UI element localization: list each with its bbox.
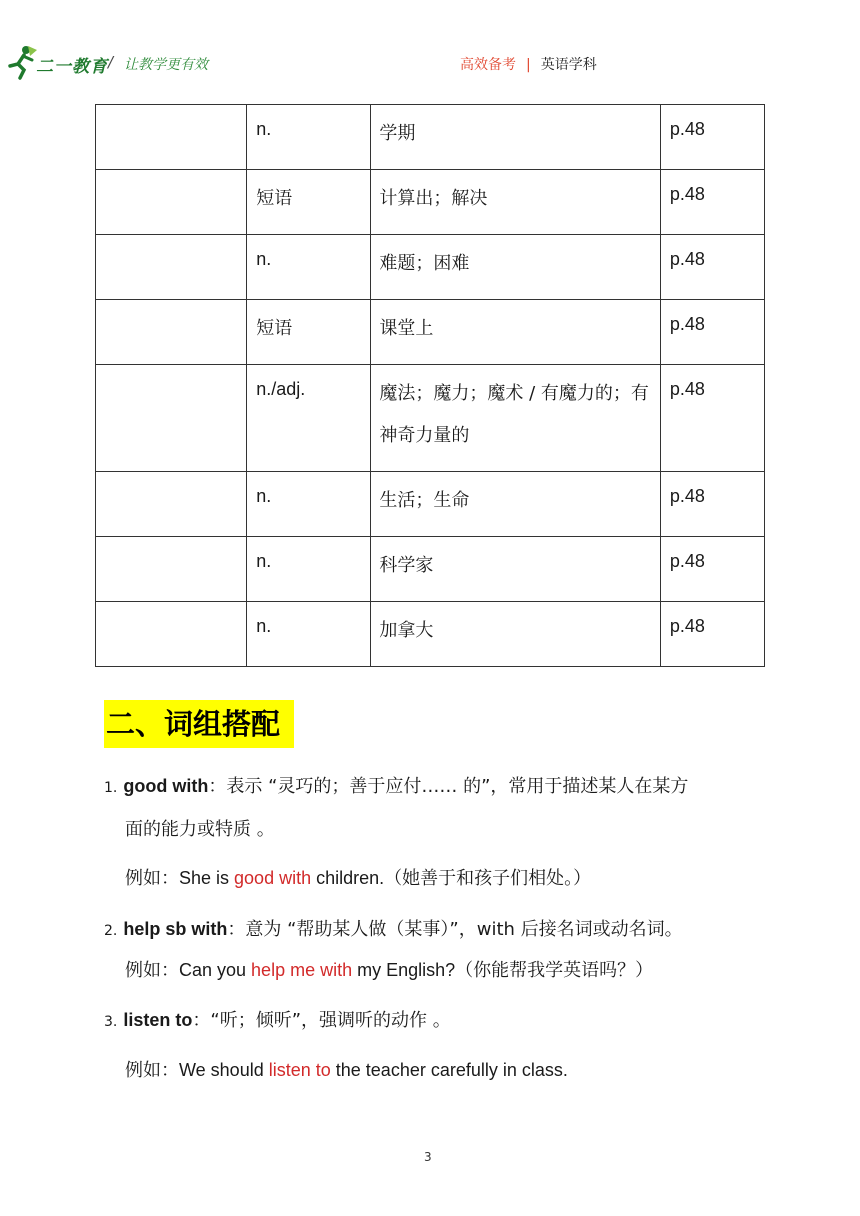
page-cell: p.48 [660,170,764,235]
word-cell[interactable] [96,170,247,235]
table-row [96,365,765,472]
example-text-after: my English?（你能帮我学英语吗？） [352,960,654,980]
phrase-keyword: listen to [123,1010,193,1030]
word-cell[interactable] [96,472,247,537]
runner-logo-icon [4,44,38,80]
item-number: 3. [104,1014,118,1030]
word-cell[interactable] [96,602,247,667]
pos-cell: n. [247,105,371,170]
page-header [0,0,860,90]
section-title: 二、词组搭配 [104,700,294,748]
example-highlight: listen to [268,1060,331,1080]
item-number: 1. [104,780,118,796]
word-cell[interactable] [96,537,247,602]
pos-cell: n. [247,472,371,537]
example-text-after: children.（她善于和孩子们相处。） [311,868,592,888]
meaning-cell: 魔法；魔力；魔术 / 有魔力的；有神奇力量的 [371,365,660,472]
page-cell: p.48 [660,365,764,472]
vocabulary-table [95,104,765,667]
meaning-cell: 课堂上 [371,300,660,365]
example-prefix: 例如： [125,1060,179,1081]
phrase-item-1 [104,774,688,800]
phrase-keyword: good with [123,776,209,796]
phrase-description-cont: 面的能力或特质 。 [125,819,275,840]
example-text-before: Can you [179,960,252,980]
word-cell[interactable] [96,235,247,300]
header-exam-label: 高效备考 [460,57,516,73]
word-cell[interactable] [96,300,247,365]
page-cell: p.48 [660,235,764,300]
header-subject-label: 英语学科 [540,57,597,73]
page-cell: p.48 [660,105,764,170]
pos-cell: n./adj. [247,365,371,472]
phrase-keyword: help sb with [123,919,228,939]
example-text-before: She is [179,868,235,888]
example-sentence-2 [125,958,653,983]
pos-cell: 短语 [247,170,371,235]
example-sentence-1 [125,866,591,891]
phrase-item-3 [104,1008,451,1034]
meaning-cell: 生活；生命 [371,472,660,537]
page-cell: p.48 [660,472,764,537]
header-divider-slash: / [108,53,114,71]
brand-slogan: 让教学更有效 [124,57,208,73]
phrase-description: ：意为 “帮助某人做（某事）”，with 后接名词或动名词。 [227,919,683,940]
example-highlight: good with [234,868,312,888]
meaning-cell: 科学家 [371,537,660,602]
meaning-cell: 学期 [371,105,660,170]
example-highlight: help me with [251,960,353,980]
example-sentence-3 [125,1058,568,1083]
pos-cell: n. [247,537,371,602]
meaning-cell: 加拿大 [371,602,660,667]
page-number: 3 [424,1150,432,1164]
header-subject [460,54,597,74]
brand-name: 二一教育 [36,57,108,77]
meaning-cell: 难题；困难 [371,235,660,300]
header-separator: | [526,57,531,73]
phrase-description: ：表示 “灵巧的；善于应付…… 的”，常用于描述某人在某方 [208,776,689,797]
meaning-cell: 计算出；解决 [371,170,660,235]
pos-cell: 短语 [247,300,371,365]
phrase-item-2 [104,917,683,943]
word-cell[interactable] [96,365,247,472]
example-text-after: the teacher carefully in class. [330,1060,568,1080]
table-row [96,602,765,667]
phrase-description: ：“听；倾听”，强调听的动作 。 [192,1010,451,1031]
example-text-before: We should [179,1060,269,1080]
page-cell: p.48 [660,300,764,365]
word-cell[interactable] [96,105,247,170]
pos-cell: n. [247,602,371,667]
page-cell: p.48 [660,602,764,667]
pos-cell: n. [247,235,371,300]
item-number: 2. [104,923,118,939]
example-prefix: 例如： [125,960,179,981]
page-cell: p.48 [660,537,764,602]
example-prefix: 例如： [125,868,179,889]
